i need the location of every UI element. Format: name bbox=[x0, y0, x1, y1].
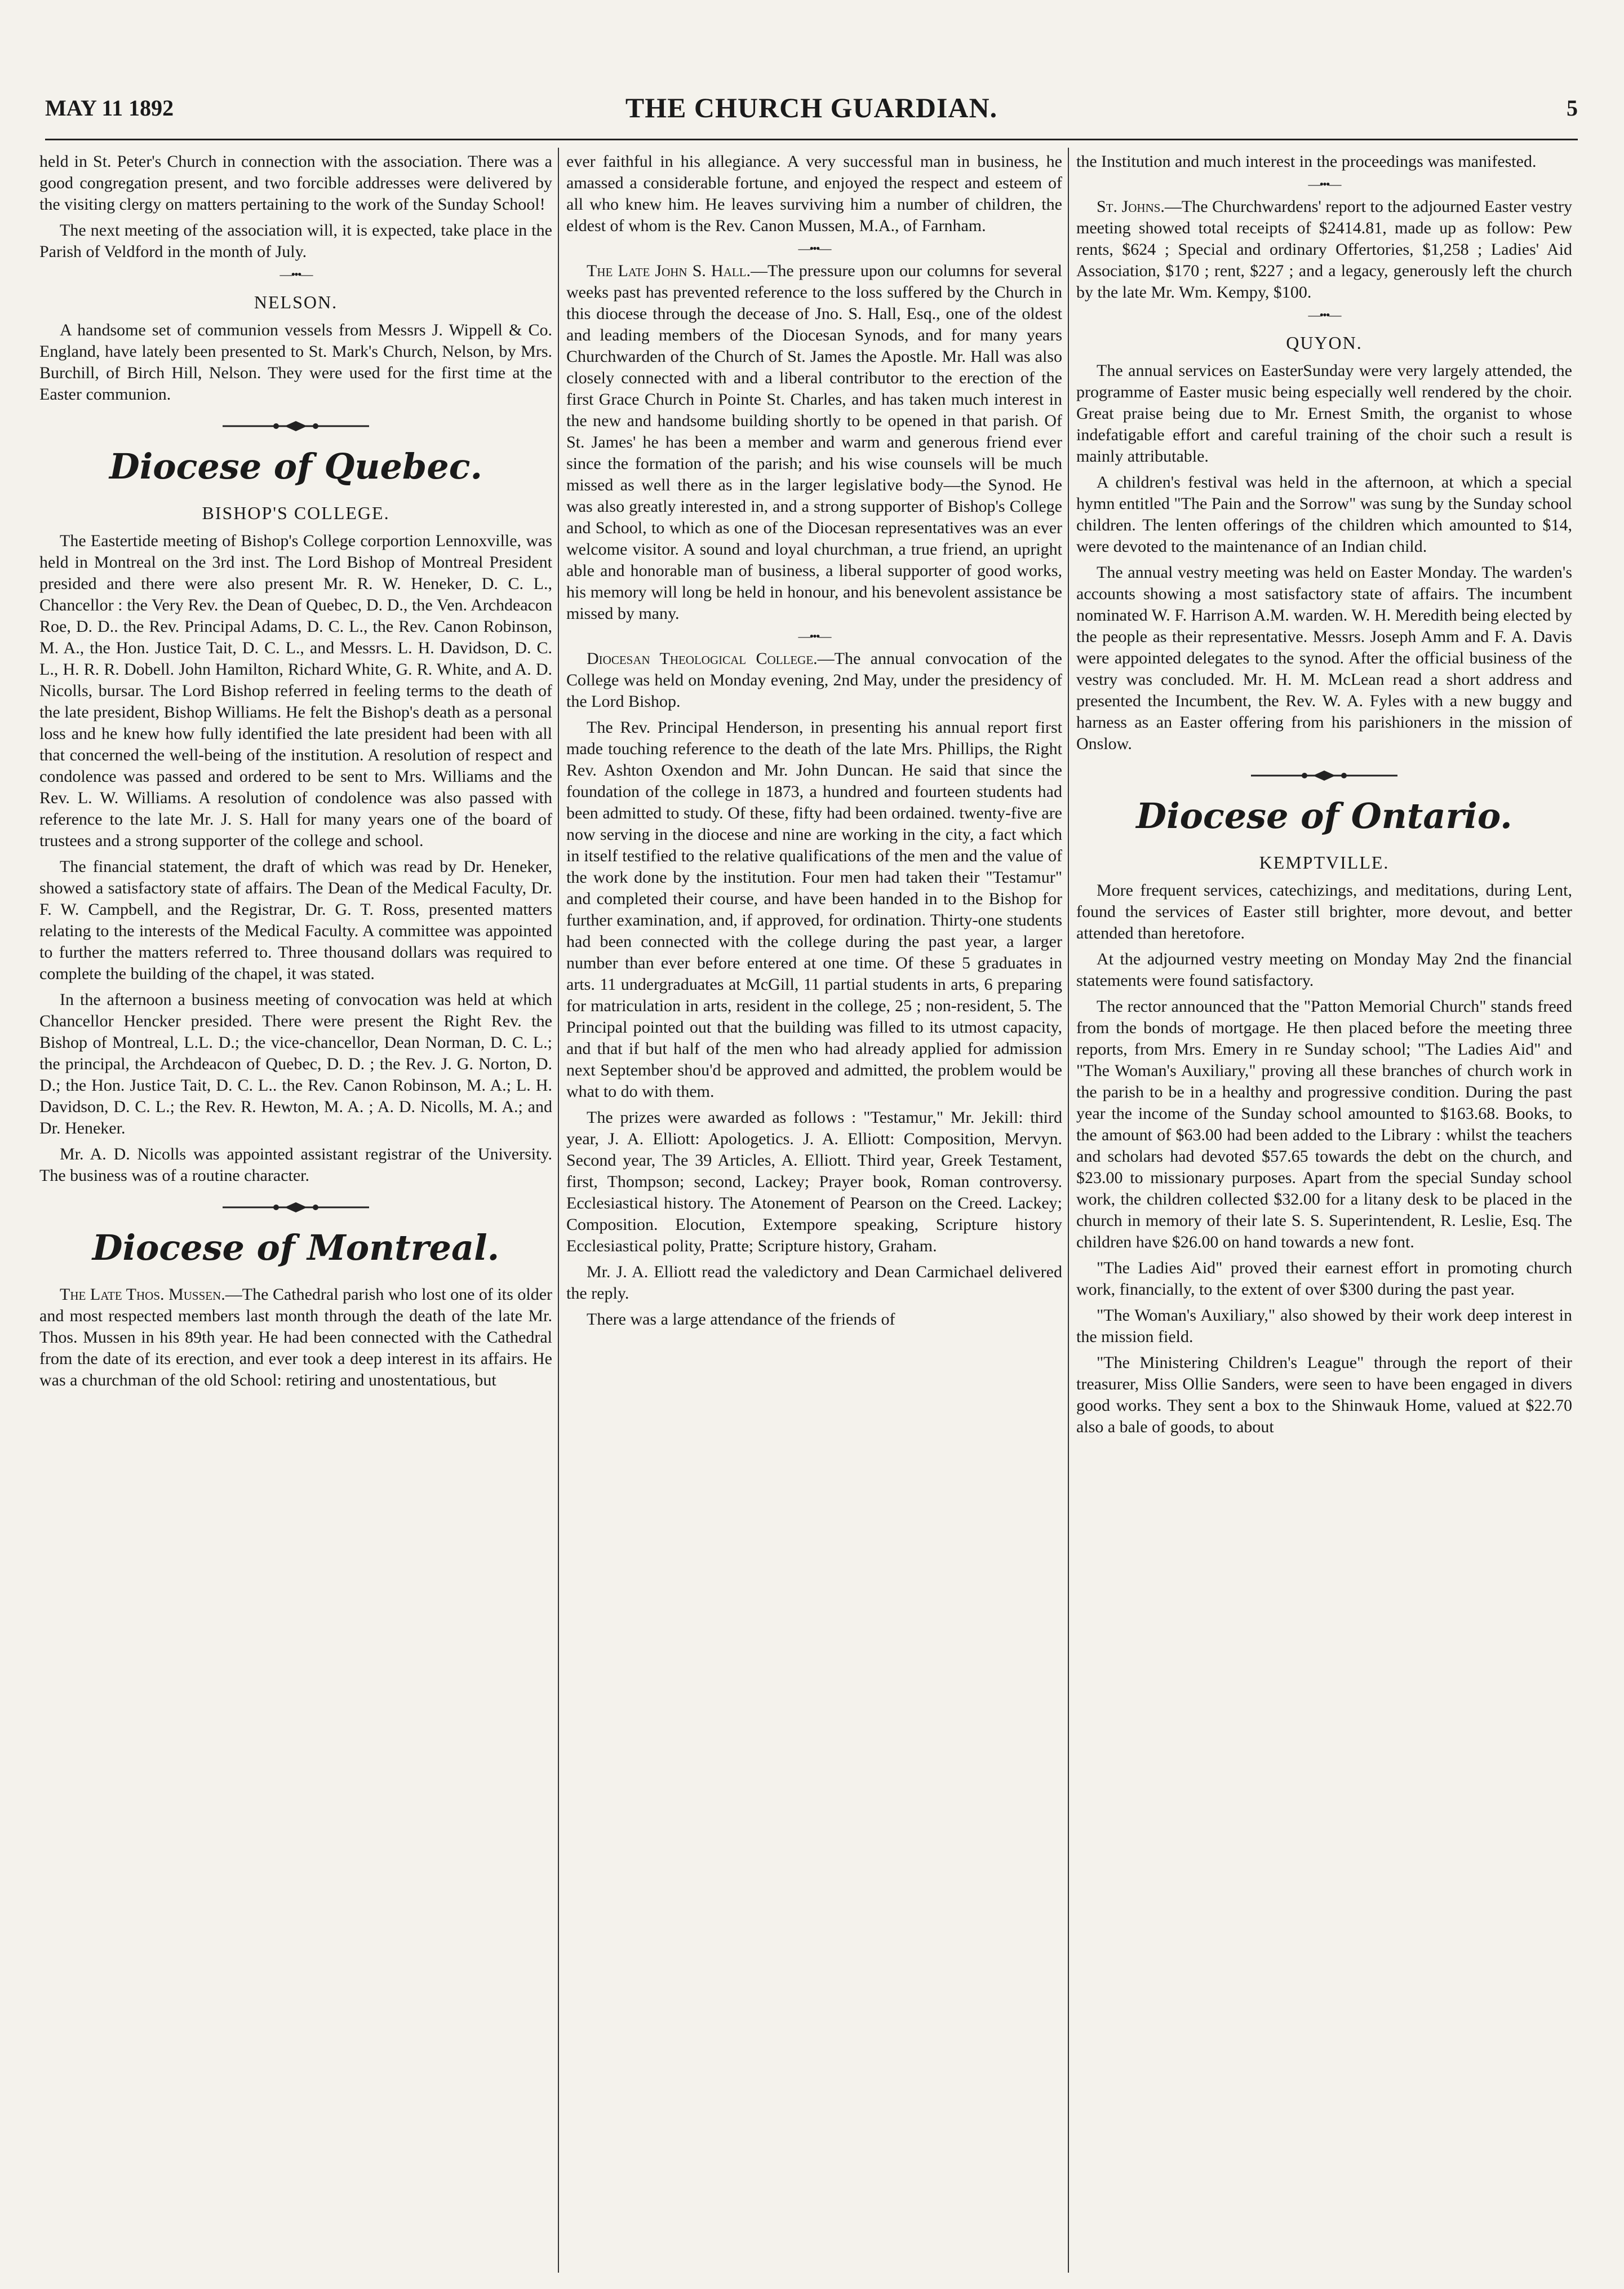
article-paragraph: There was a large attendance of the friends of bbox=[587, 1310, 895, 1329]
paragraph-body: —The Cathedral parish who lost one of its older and most respected members last month through the death of the late Mr. Thos. Mussen in his 89th year. He had been connected with the Cathedral from the date of its erection, and ever took a deep interest in its affairs. He was a churchman of the old School: retiring and unostentatious, but bbox=[39, 1285, 552, 1389]
paragraph-lead: The Late John S. Hall. bbox=[587, 262, 751, 280]
paragraph-lead: St. Johns. bbox=[1097, 197, 1165, 216]
article-paragraph bbox=[39, 1284, 552, 1391]
masthead bbox=[45, 90, 1578, 130]
column-rule bbox=[558, 148, 559, 2273]
article-paragraph: In the afternoon a business meeting of convocation was held at which Chancellor Hencker presided. There were present the Right Rev. the Bishop of Montreal, L.L. D.; the vice-chancellor, Dean Norman, D. C. L.; the principal, the Archdeacon of Quebec, D. D. ; the Rev. J. G. Norton, D. D.; the Hon. Justice Tait, D. C. L.. the Rev. Canon Robinson, M. A.; L. H. Davidson, D. C. L.; the Rev. R. Hewton, M. A. ; A. D. Nicolls, M. A.; and Dr. Heneker. bbox=[39, 990, 552, 1137]
section-heading-quyon: QUYON. bbox=[1286, 333, 1363, 353]
article-paragraph: Mr. J. A. Elliott read the valedictory and Dean Carmichael delivered the reply. bbox=[566, 1263, 1062, 1303]
ornament-divider bbox=[223, 1201, 369, 1214]
section-divider: —•••— bbox=[1308, 177, 1341, 191]
paragraph-lead: Diocesan Theological College. bbox=[587, 649, 818, 668]
article-paragraph: ever faithful in his allegiance. A very successful man in business, he amassed a considerable fortune, and enjoyed the respect and esteem of all who knew him. He leaves surviving him a number of children, the eldest of whom is the Rev. Canon Mussen, M.A., of Farnham. bbox=[566, 152, 1062, 235]
article-paragraph: The rector announced that the "Patton Memorial Church" stands freed from the bonds of mortgage. He then placed before the meeting three reports, from Mrs. Emery in re Sunday school; "The Ladies Aid" and "The Woman's Auxiliary," proving all these branches of church work in the parish to be in a healthy and progressive condition. During the past year the income of the Sunday school amounted to $163.68. Books, to the amount of $63.00 had been added to the Library : whilst the teachers and scholars had devoted $57.65 towards the debt on the church, and $23.00 to missionary purposes. Apart from the special Sunday school work, the children collected $32.00 for a litany desk to be placed in the church in memory of their late S. S. Superintendent, R. Leslie, Esq. The children have $26.00 on hand towards a new font. bbox=[1076, 997, 1572, 1251]
diocese-heading-ontario: Diocese of Ontario. bbox=[1136, 795, 1512, 836]
article-paragraph: The Eastertide meeting of Bishop's College corportion Lennoxville, was held in Montreal on the 3rd inst. The Lord Bishop of Montreal President presided and there were also present Mr. R. W. Heneker, D. C. L., Chancellor : the Very Rev. the Dean of Quebec, D. D., the Ven. Archdeacon Roe, D. D.. the Rev. Principal Adams, D. C. L., the Rev. Canon Robinson, M. A., the Hon. Justice Tait, D. C. L., and Messrs. L. H. Davidson, D. C. L., H. R. R. Dobell. John Hamilton, Richard White, G. R. White, and A. D. Nicolls, bursar. The Lord Bishop referred in feeling terms to the death of the late president, Bishop Williams. He felt the Bishop's death as a personal loss and he knew how fully identified the late president had been with all that concerned the well-being of the institution. A resolution of respect and condolence was passed and ordered to be sent to Mrs. Williams and the Rev. L. W. Williams. A resolution of condolence was also passed with reference to the late Mr. J. S. Hall for many years one of the board of trustees and a strong supporter of the college and school. bbox=[39, 532, 552, 850]
diocese-heading-quebec: Diocese of Quebec. bbox=[109, 446, 483, 487]
article-paragraph: More frequent services, catechizings, and meditations, during Lent, found the services of Easter still brighter, more devout, and better attended than heretofore. bbox=[1076, 881, 1572, 942]
section-divider: —•••— bbox=[798, 629, 831, 643]
section-heading-kemptville: KEMPTVILLE. bbox=[1259, 852, 1390, 873]
article-paragraph: "The Woman's Auxiliary," also showed by their work deep interest in the mission field. bbox=[1076, 1306, 1572, 1346]
issue-date: MAY 11 1892 bbox=[45, 95, 174, 121]
article-paragraph: A handsome set of communion vessels from Messrs J. Wippell & Co. England, have lately been presented to St. Mark's Church, Nelson, by Mrs. Burchill, of Birch Hill, Nelson. They were used for the first time at the Easter communion. bbox=[39, 321, 552, 404]
article-paragraph: "The Ladies Aid" proved their earnest effort in promoting church work, financially, to the extent of over $300 during the past year. bbox=[1076, 1259, 1572, 1299]
article-paragraph: the Institution and much interest in the proceedings was manifested. bbox=[1076, 152, 1537, 171]
column-2 bbox=[566, 151, 1062, 2270]
section-divider: —•••— bbox=[798, 241, 831, 255]
article-paragraph: held in St. Peter's Church in connection with the association. There was a good congregation present, and two forcible addresses were delivered by the visiting clergy on matters pertaining to the work of the Sunday School! bbox=[39, 152, 552, 214]
paragraph-body: —The Churchwardens' report to the adjourned Easter vestry meeting showed total receipts of $2414.81, made up as follow: Pew rents, $624 ; Special and ordinary Offertories, $1,258 ; Ladies' Aid Association, $170 ; rent, $227 ; and a legacy, generously left the church by the late Mr. Wm. Kempy, $100. bbox=[1076, 197, 1572, 302]
masthead-rule bbox=[45, 139, 1578, 140]
column-rule bbox=[1068, 148, 1069, 2273]
column-1 bbox=[39, 151, 552, 2270]
article-paragraph bbox=[1076, 196, 1572, 303]
article-paragraph: The prizes were awarded as follows : "Testamur," Mr. Jekill: third year, J. A. Elliott: Apologetics. J. A. Elliott: Composition, Mervyn. Second year, The 39 Articles, A. Elliott. Third year, Greek Testament, first, Thompson; second, Lackey; Prayer book, Roman controversy. Ecclesiastical history. The Atonement of Pearson on the Creed. Lackey; Composition. Elocution, Extempore speaking, Scripture history Ecclesiastical polity, Pratte; Scripture history, Graham. bbox=[566, 1108, 1062, 1255]
article-paragraph: At the adjourned vestry meeting on Monday May 2nd the financial statements were found satisfactory. bbox=[1076, 950, 1572, 990]
article-paragraph: A children's festival was held in the afternoon, at which a special hymn entitled "The Pain and the Sorrow" was sung by the Sunday school children. The lenten offerings of the children which amounted to $14, were devoted to the maintenance of an Indian child. bbox=[1076, 473, 1572, 556]
paragraph-lead: The Late Thos. Mussen. bbox=[60, 1285, 225, 1304]
article-paragraph bbox=[566, 648, 1062, 712]
ornament-divider bbox=[1251, 769, 1397, 782]
article-paragraph: The financial statement, the draft of which was read by Dr. Heneker, showed a satisfactory state of affairs. The Dean of the Medical Faculty, Dr. F. W. Campbell, and the Registrar, Dr. G. T. Ross, presented matters relating to the interests of the Medical Faculty. A committee was appointed to further the matters referred to. Three thousand dollars was required to complete the building of the chapel, it was stated. bbox=[39, 857, 552, 983]
newspaper-title: THE CHURCH GUARDIAN. bbox=[625, 92, 998, 123]
article-paragraph: The annual services on EasterSunday were very largely attended, the programme of Easter music being especially well rendered by the choir. Great praise being due to Mr. Ernest Smith, the organist to whose indefatigable effort and careful training of the choir such a result is mainly attributable. bbox=[1076, 361, 1572, 466]
ornament-divider bbox=[223, 420, 369, 432]
section-divider: —•••— bbox=[279, 267, 312, 281]
article-paragraph: The next meeting of the association will, it is expected, take place in the Parish of Veldford in the month of July. bbox=[39, 221, 552, 261]
article-paragraph bbox=[566, 260, 1062, 625]
section-heading-bishops-college: BISHOP'S COLLEGE. bbox=[202, 503, 390, 523]
section-heading-nelson: NELSON. bbox=[254, 292, 338, 312]
section-divider: —•••— bbox=[1308, 308, 1341, 322]
diocese-heading-montreal: Diocese of Montreal. bbox=[92, 1227, 500, 1268]
article-paragraph: The annual vestry meeting was held on Easter Monday. The warden's accounts showing a most satisfactory state of affairs. The incumbent nominated W. F. Harrison A.M. warden. W. H. Meredith being elected by the people as their representative. Messrs. Joseph Amm and F. A. Davis were appointed delegates to the synod. After the official business of the vestry was concluded. Mr. H. M. McLean read a short address and presented the Incumbent, the Rev. W. A. Fyles with a new buggy and harness as an Easter offering from his parishioners in the mission of Onslow. bbox=[1076, 563, 1572, 753]
paragraph-body: —The pressure upon our columns for several weeks past has prevented reference to the loss suffered by the Church in this diocese through the decease of Jno. S. Hall, Esq., one of the oldest and leading members of the Diocesan Synods, and for many years Churchwarden of the Church of St. James the Apostle. Mr. Hall was also closely connected with and a liberal contributor to the erection of the first Grace Church in Pointe St. Charles, and has taken much interest in the new and handsome building shortly to be opened in that parish. Of St. James' he has been a member and warm and generous friend ever since the formation of the parish; and his wise counsels will be much missed as well there as in the larger legislative body—the Synod. He was also greatly interested in, and a strong supporter of Bishop's College and School, to which as one of the Diocesan representatives was an ever welcome visitor. A sound and loyal churchman, a true friend, an upright able and honorable man of business, a liberal supporter of good works, his memory will long be held in honour, and his benevolent assistance be missed by many. bbox=[566, 262, 1062, 623]
column-3 bbox=[1076, 151, 1572, 2270]
article-paragraph: The Rev. Principal Henderson, in presenting his annual report first made touching reference to the death of the late Mrs. Phillips, the Right Rev. Ashton Oxendon and Mr. John Duncan. He said that since the foundation of the college in 1873, a hundred and fourteen students had been admitted to study. Of these, fifty had been ordained. twenty-five are now serving in the diocese and nine are working in the city, a fact which in itself testified to the relative qualifications of the men and the value of the work done by the institution. Four men had taken their "Testamur" and completed their course, and have been handed in to the Bishop for further examination, and, if approved, for ordination. Thirty-one students had been connected with the college during the past year, a larger number than ever before entered at one time. Of these 5 graduates in arts. 11 undergraduates at McGill, 11 partial students in arts, 6 preparing for matriculation in arts, resident in the college, 25 ; non-resident, 5. The Principal pointed out that the building was filled to its utmost capacity, and that if but half of the men who had already applied for admission next September shou'd be approved and admitted, the problem would be what to do with them. bbox=[566, 718, 1062, 1101]
article-paragraph: "The Ministering Children's League" through the report of their treasurer, Miss Ollie Sanders, were seen to have been engaged in divers good works. They sent a box to the Shinwauk Home, valued at $22.70 also a bale of goods, to about bbox=[1076, 1353, 1572, 1436]
page-number: 5 bbox=[1567, 95, 1578, 121]
paragraph-body: —The annual convocation of the College was held on Monday evening, 2nd May, under the presidency of the Lord Bishop. bbox=[566, 649, 1062, 711]
article-paragraph: Mr. A. D. Nicolls was appointed assistant registrar of the University. The business was of a routine character. bbox=[39, 1145, 552, 1185]
